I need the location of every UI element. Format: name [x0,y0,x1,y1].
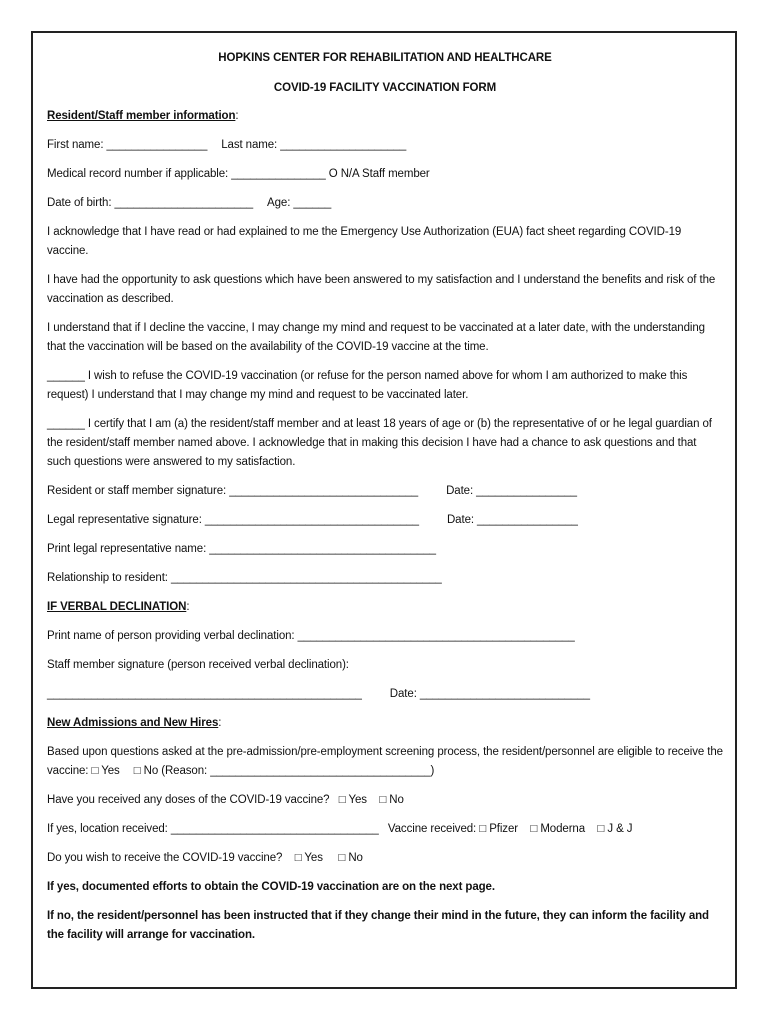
refuse-vaccination-statement[interactable]: ______ I wish to refuse the COVID-19 vaccination (or refuse for the person named above for whom I am authorized to make this request) I understand that I may change my mind and request to be vaccinated later. [47,370,688,401]
relationship-field[interactable]: Relationship to resident: ___________________________________________ [47,572,442,584]
wish-yes-checkbox[interactable]: □ Yes [294,852,323,864]
decline-understanding: I understand that if I decline the vaccine, I may change my mind and request to be vaccinated at a later date, with the understanding that the vaccination will be based on the availability of the COVID-19 vaccine at the time. [47,322,705,353]
certify-statement[interactable]: ______ I certify that I am (a) the resident/staff member and at least 18 years of age or (b) the representative of or he legal guardian of the resident/staff member named above. I acknowledge that in making this decision I have had a chance to ask questions and that such questions were answered to my satisfaction. [47,418,712,468]
eligibility-row [47,743,723,781]
verbal-declination-heading [47,598,723,617]
verbal-declination-heading-text: IF VERBAL DECLINATION [47,601,187,613]
eligible-yes-checkbox[interactable]: □ Yes [91,765,120,777]
wish-question: Do you wish to receive the COVID-19 vaccine? [47,852,283,864]
wish-row [47,849,723,868]
location-field[interactable]: If yes, location received: _________________________________ [47,823,379,835]
eligibility-text: Based upon questions asked at the pre-admission/pre-employment screening process, the resident/personnel are eligible to receive the vaccine: [47,746,723,777]
staff-signature-date[interactable]: Date: ___________________________ [389,688,590,700]
doses-row [47,791,723,810]
staff-signature-row [47,685,723,704]
staff-signature-label: Staff member signature (person received verbal declination): [47,659,349,671]
doses-no-checkbox[interactable]: □ No [379,794,404,806]
note-if-no: If no, the resident/personnel has been instructed that if they change their mind in the future, they can inform the facility and the facility will arrange for vaccination. [47,910,709,941]
dob-field[interactable]: Date of birth: ______________________ [47,197,254,209]
form-page [31,31,737,989]
form-title: COVID-19 FACILITY VACCINATION FORM [273,82,497,94]
name-row [47,136,723,155]
resident-info-heading-colon: : [235,110,239,122]
dob-row [47,194,723,213]
age-field[interactable]: Age: ______ [267,197,332,209]
questions-acknowledgement: I have had the opportunity to ask questions which have been answered to my satisfaction and I understand the benefits and risk of the vaccination as described. [47,274,716,305]
legal-signature-date[interactable]: Date: ________________ [446,514,578,526]
moderna-checkbox[interactable]: □ Moderna [530,823,586,835]
print-legal-name-field[interactable]: Print legal representative name: ____________________________________ [47,543,436,555]
legal-signature-row [47,511,723,530]
resident-info-heading [47,107,723,126]
first-name-field[interactable]: First name: ________________ [47,139,208,151]
verbal-print-name-field[interactable]: Print name of person providing verbal declination: ____________________________________________ [47,630,575,642]
admissions-heading [47,714,723,733]
last-name-field[interactable]: Last name: ____________________ [221,139,407,151]
doses-question: Have you received any doses of the COVID-19 vaccine? [47,794,330,806]
medical-record-field[interactable]: Medical record number if applicable: _______________ O N/A Staff member [47,168,430,180]
resident-info-heading-text: Resident/Staff member information [47,110,236,122]
eua-acknowledgement: I acknowledge that I have read or had explained to me the Emergency Use Authorization (EUA) fact sheet regarding COVID-19 vaccine. [47,226,682,257]
staff-signature-field[interactable]: __________________________________________________ [47,688,362,700]
resident-signature-field[interactable]: Resident or staff member signature: ______________________________ [47,485,419,497]
wish-no-checkbox[interactable]: □ No [338,852,363,864]
eligible-no-checkbox[interactable]: □ No (Reason: ___________________________________) [133,765,435,777]
note-if-yes: If yes, documented efforts to obtain the COVID-19 vaccination are on the next page. [47,881,495,893]
resident-signature-date[interactable]: Date: ________________ [446,485,577,497]
jj-checkbox[interactable]: □ J & J [597,823,633,835]
verbal-declination-heading-colon: : [186,601,190,613]
legal-signature-field[interactable]: Legal representative signature: __________________________________ [47,514,419,526]
form-content [47,49,723,955]
resident-signature-row [47,482,723,501]
pfizer-checkbox[interactable]: □ Pfizer [479,823,518,835]
admissions-heading-text: New Admissions and New Hires [47,717,219,729]
doses-yes-checkbox[interactable]: □ Yes [338,794,367,806]
facility-name: HOPKINS CENTER FOR REHABILITATION AND HEALTHCARE [218,52,552,64]
admissions-heading-colon: : [218,717,222,729]
location-row [47,820,723,839]
vaccine-received-label: Vaccine received: [387,823,477,835]
